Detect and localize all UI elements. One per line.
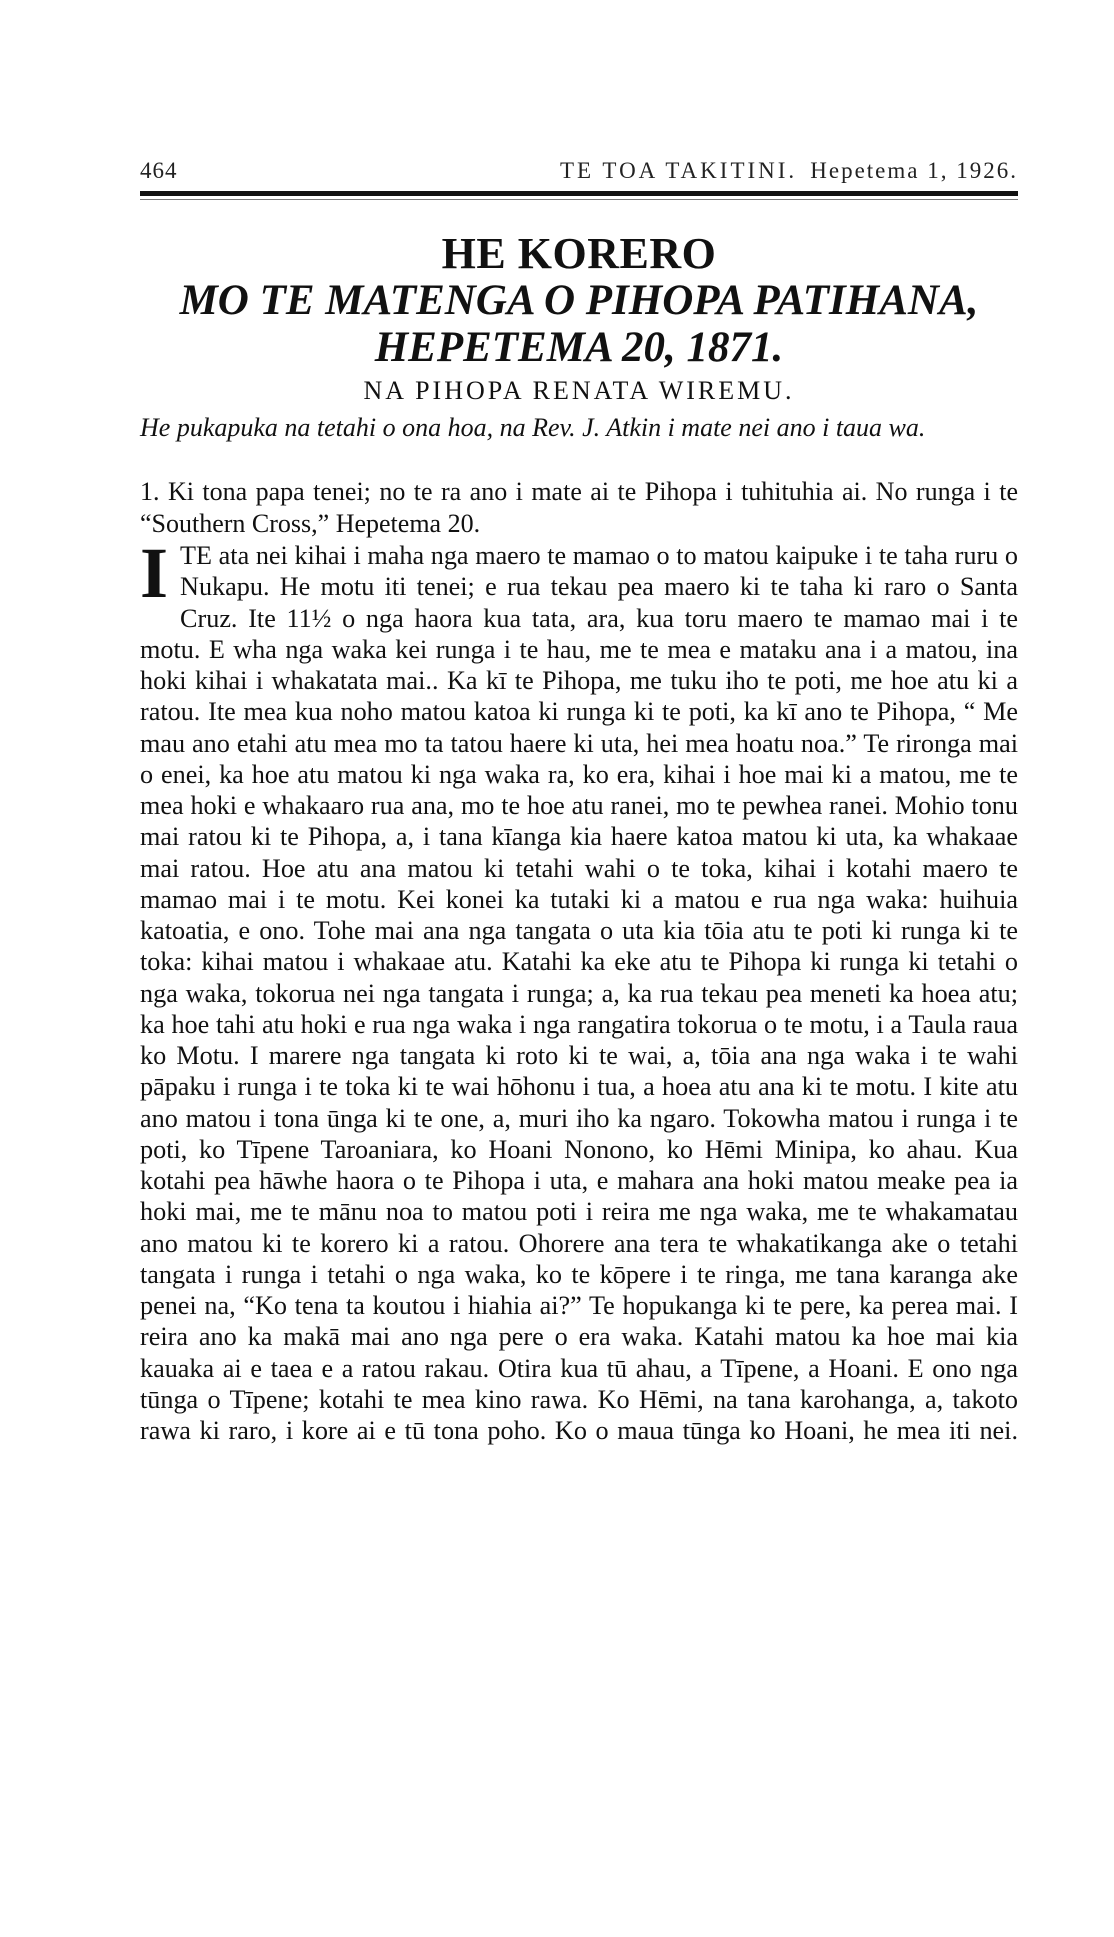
body-text: TE ata nei kihai i maha nga maero te mamao o to matou kaipuke i te taha ruru o Nukapu. He motu iti tenei; e rua tekau pea maero ki te taha ki raro o Santa Cruz. Ite 11½ o nga haora kua tata, ara, kua toru maero te mamao mai i te motu. E wha nga waka kei runga i te hau, me te mea e mataku ana i a matou, ina hoki kihai i whakatata mai.. Ka kī te Pihopa, me tuku iho te poti, me hoe atu ki a ratou. Ite mea kua noho matou katoa ki runga ki te poti, ka kī ano te Pihopa, “ Me mau ano etahi atu mea mo ta tatou haere ki uta, hei mea hoatu noa.” Te rironga mai o enei, ka hoe atu matou ki nga waka ra, ko era, kihai i hoe mai ki a matou, me te mea hoki e whakaaro rua ana, mo te hoe atu ranei, mo te pewhea ranei. Mohio tonu mai ratou ki te Pihopa, a, i tana kīanga kia haere katoa matou ki uta, ka whakaae mai ratou. Hoe atu ana matou ki tetahi wahi o te toka, kihai i kotahi maero te mamao mai i te motu. Kei konei ka tutaki ki a matou e rua nga waka: huihuia katoatia, e ono. Tohe mai ana nga tangata o uta kia tōia atu te poti ki runga ki te toka: kihai matou i whakaae atu. Katahi ka eke atu te Pihopa ki runga ki tetahi o nga waka, tokorua nei nga tangata i runga; a, ka rua tekau pea meneti ka hoea atu; ka hoe tahi atu hoki e rua nga waka i nga rangatira tokorua o te motu, i a Taula raua ko Motu. I marere nga tangata ki roto ki te wai, a, tōia ana nga waka i te wahi pāpaku i runga i te toka ki te wai hōhonu i tua, a hoea atu ana ki te motu. I kite atu ano matou i tona ūnga ki te one, a, muri iho ka ngaro. Tokowha matou i runga i te poti, ko Tīpene Taroaniara, ko Hoani Nonono, ko Hēmi Minipa, ko ahau. Kua kotahi pea hāwhe haora o te Pihopa i uta, e mahara ana hoki matou meake pea ia hoki mai, me te mānu noa to matou poti i reira me nga waka, me te whakamatau ano matou ki te korero ki a ratou. Ohorere ana tera te whakatikanga ake o tetahi tangata i runga i tetahi o nga waka, ko te kōpere i te ringa, me tana karanga ake penei na, “Ko tena ta koutou i hiahia ai?” Te hopukanga ki te pere, ka perea mai. I reira ano ka makā mai ano nga pere o era waka. Katahi matou ka hoe mai kia kauaka ai e taea e a ratou rakau. Otira kua tū ahau, a Tīpene, a Hoani. E ono nga tūnga o Tīpene; kotahi te mea kino rawa. Ko Hēmi, na tana karohanga, a, takoto rawa ki raro, i kore ai e tū tona poho. Ko o maua tūnga ko Hoani, he mea iti nei. [140, 541, 1018, 1445]
page-number: 464 [140, 158, 178, 183]
article-intro: He pukapuka na tetahi o ona hoa, na Rev. J. Atkin i mate nei ano i taua wa. [140, 413, 926, 442]
article-subtitle-line-2: HEPETEMA 20, 1871. [374, 324, 784, 371]
header-rule-thin [140, 199, 1018, 200]
running-head [140, 158, 1018, 192]
article-subtitle-line-1: MO TE MATENGA O PIHOPA PATIHANA, [179, 277, 979, 324]
article-title: HE KORERO [441, 229, 717, 278]
journal-title: TE TOA TAKITINI. [560, 158, 798, 183]
article-body [140, 533, 1018, 1446]
article-author: NA PIHOPA RENATA WIREMU. [363, 376, 795, 405]
drop-cap: I [140, 533, 169, 613]
issue-date: Hepetema 1, 1926. [810, 158, 1018, 183]
header-rule [140, 191, 1018, 196]
section-heading: 1. Ki tona papa tenei; no te ra ano i mate ai te Pihopa i tuhituhia ai. No runga i te “Southern Cross,” Hepetema 20. [140, 477, 1018, 538]
